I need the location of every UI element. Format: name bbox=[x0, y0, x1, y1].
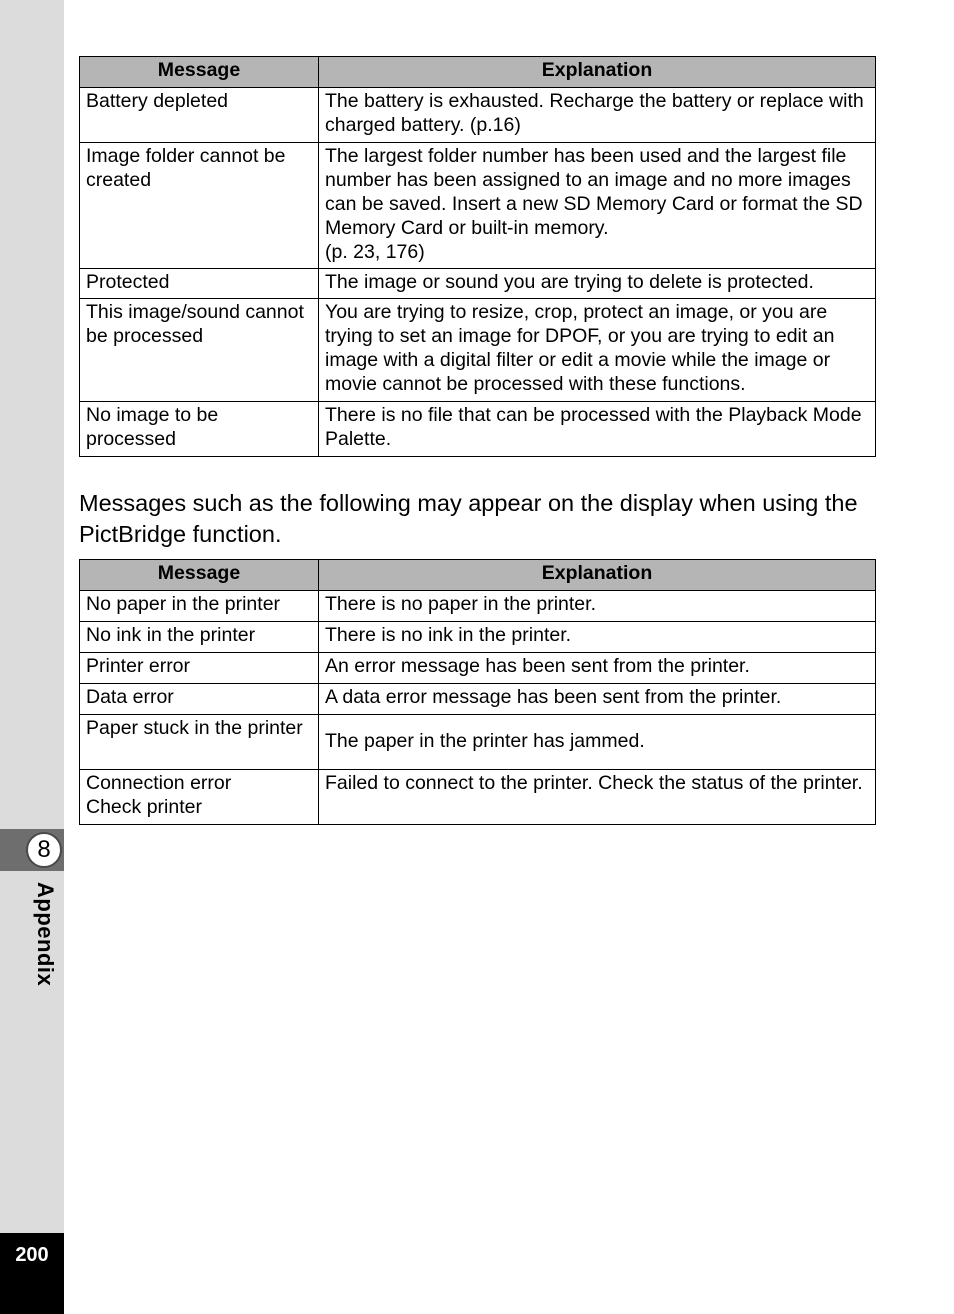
table-row bbox=[80, 402, 876, 457]
message-cell: No image to be processed bbox=[80, 402, 319, 457]
column-header-explanation: Explanation bbox=[319, 57, 876, 88]
explanation-cell: A data error message has been sent from the printer. bbox=[319, 684, 876, 715]
column-header-explanation: Explanation bbox=[319, 560, 876, 591]
message-cell: No paper in the printer bbox=[80, 591, 319, 622]
table-row bbox=[80, 622, 876, 653]
column-header-message: Message bbox=[80, 57, 319, 88]
chapter-number-badge: 8 bbox=[26, 832, 62, 868]
explanation-cell: An error message has been sent from the printer. bbox=[319, 653, 876, 684]
message-cell: Protected bbox=[80, 269, 319, 299]
explanation-cell: The paper in the printer has jammed. bbox=[319, 715, 876, 770]
explanation-cell: The image or sound you are trying to delete is protected. bbox=[319, 269, 876, 299]
message-cell: No ink in the printer bbox=[80, 622, 319, 653]
pictbridge-intro-paragraph: Messages such as the following may appear on the display when using the PictBridge function. bbox=[79, 490, 858, 547]
explanation-cell: There is no paper in the printer. bbox=[319, 591, 876, 622]
page-number: 200 bbox=[15, 1244, 49, 1266]
explanation-cell: You are trying to resize, crop, protect an image, or you are trying to set an image for DPOF, or you are trying to edit an image with a digital filter or edit a movie while the image or movie cannot be processed with these functions. bbox=[319, 299, 876, 402]
table-row bbox=[80, 591, 876, 622]
table-row bbox=[80, 684, 876, 715]
table-header-row bbox=[80, 560, 876, 591]
sidebar-strip bbox=[0, 0, 64, 1314]
table-row bbox=[80, 715, 876, 770]
message-cell: This image/sound cannot be processed bbox=[80, 299, 319, 402]
explanation-cell: The largest folder number has been used and the largest file number has been assigned to an image and no more images can be saved. Insert a new SD Memory Card or format the SD Memory Card or built-in memory. (p. 23, 176) bbox=[319, 143, 876, 269]
explanation-cell: There is no file that can be processed with the Playback Mode Palette. bbox=[319, 402, 876, 457]
message-cell: Data error bbox=[80, 684, 319, 715]
explanation-cell: There is no ink in the printer. bbox=[319, 622, 876, 653]
message-cell: Printer error bbox=[80, 653, 319, 684]
table-row bbox=[80, 269, 876, 299]
table-row bbox=[80, 299, 876, 402]
explanation-cell: Failed to connect to the printer. Check the status of the printer. bbox=[319, 770, 876, 825]
table-row bbox=[80, 653, 876, 684]
message-cell: Paper stuck in the printer bbox=[80, 715, 319, 770]
error-messages-table bbox=[79, 56, 876, 457]
table-row bbox=[80, 88, 876, 143]
table-row bbox=[80, 143, 876, 269]
column-header-message: Message bbox=[80, 560, 319, 591]
table-row bbox=[80, 770, 876, 825]
pictbridge-messages-table bbox=[79, 559, 876, 825]
message-cell: Battery depleted bbox=[80, 88, 319, 143]
chapter-title: Appendix bbox=[33, 882, 58, 987]
message-cell: Image folder cannot be created bbox=[80, 143, 319, 269]
table-header-row bbox=[80, 57, 876, 88]
message-cell: Connection error Check printer bbox=[80, 770, 319, 825]
explanation-cell: The battery is exhausted. Recharge the battery or replace with charged battery. (p.16) bbox=[319, 88, 876, 143]
